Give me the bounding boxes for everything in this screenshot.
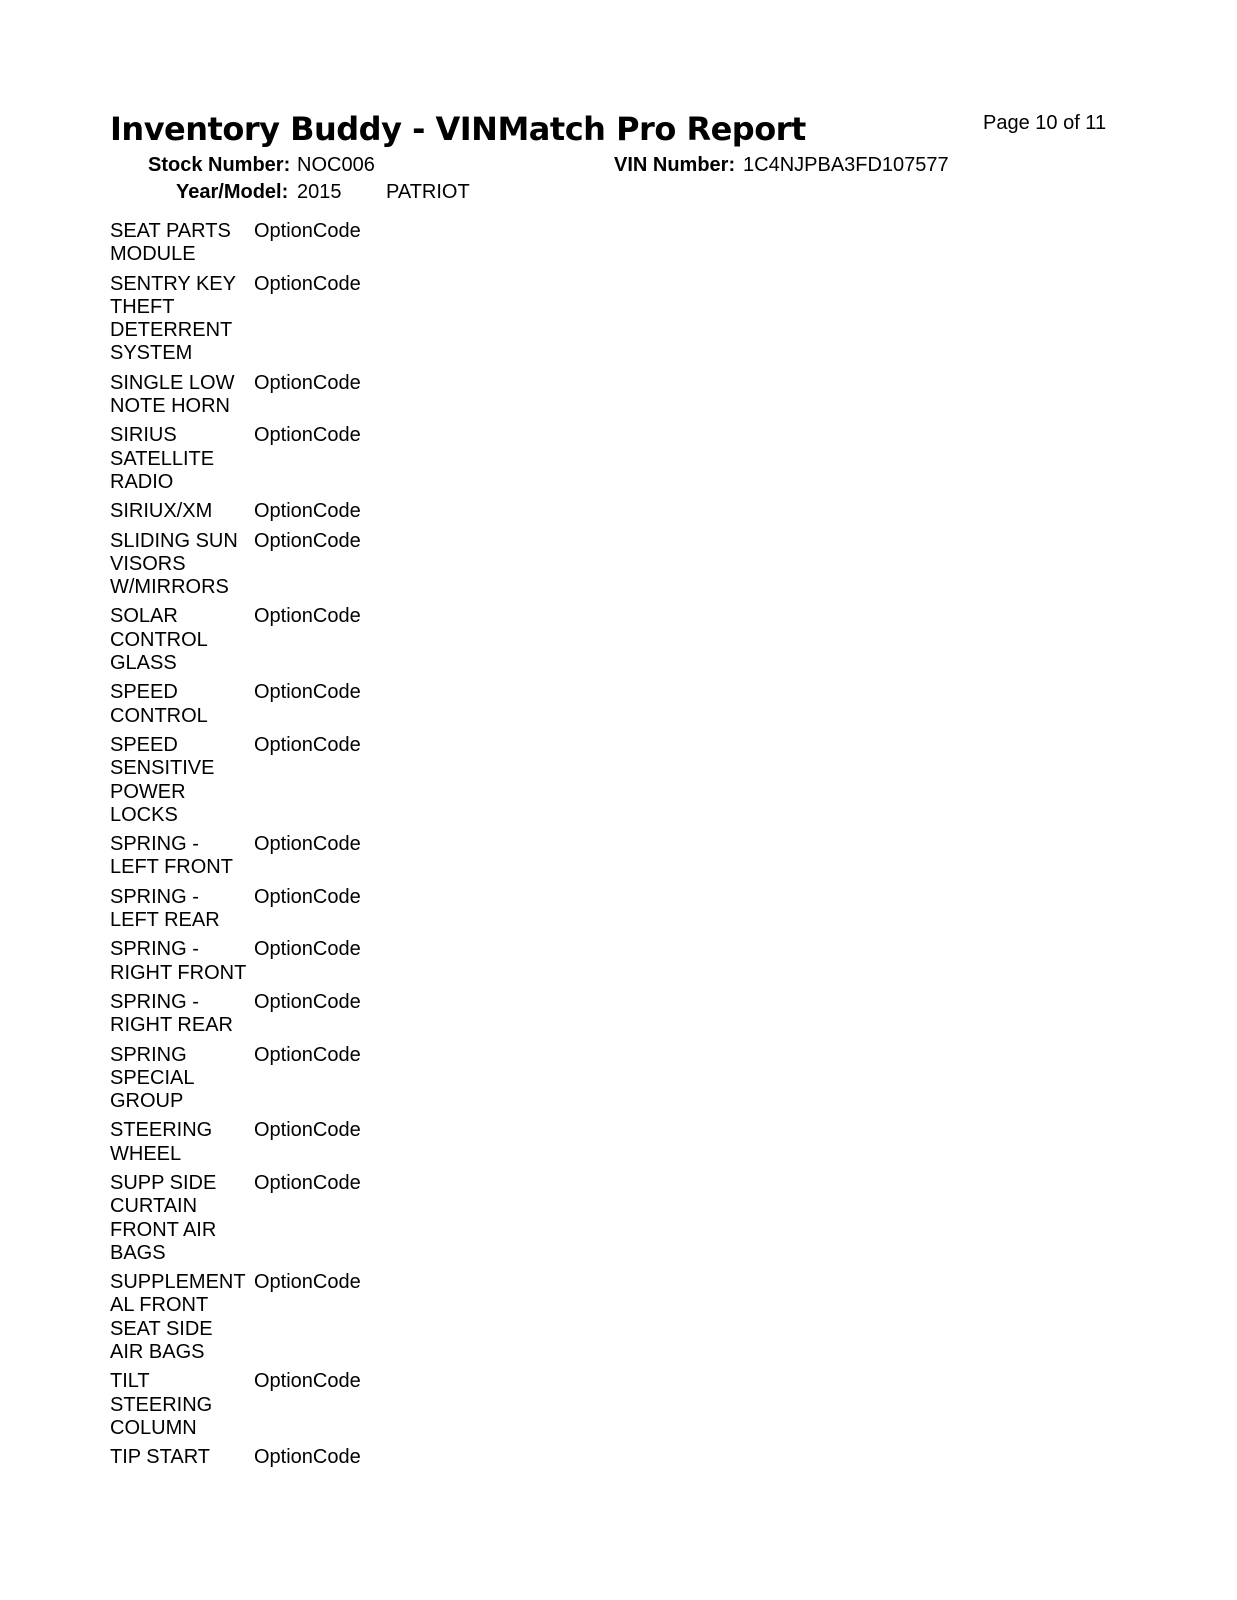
option-name: SPEED SENSITIVE POWER LOCKS [110, 733, 215, 826]
vin-number-value: 1C4NJPBA3FD107577 [743, 154, 949, 176]
option-code: OptionCode [254, 990, 361, 1013]
report-title: Inventory Buddy - VINMatch Pro Report [110, 110, 806, 148]
option-code: OptionCode [254, 833, 361, 856]
option-code: OptionCode [254, 1043, 361, 1066]
option-code: OptionCode [254, 681, 361, 704]
option-name: SUPP SIDE CURTAIN FRONT AIR BAGS [110, 1171, 217, 1264]
option-row [110, 530, 510, 600]
year-value: 2015 [297, 181, 342, 203]
option-name: SENTRY KEY THEFT DETERRENT SYSTEM [110, 272, 236, 365]
year-model-label: Year/Model: [176, 181, 289, 203]
option-code: OptionCode [254, 1271, 361, 1294]
option-row [110, 1172, 510, 1265]
option-name: TILT STEERING COLUMN [110, 1370, 213, 1439]
option-name: SPEED CONTROL [110, 681, 208, 727]
option-row [110, 886, 510, 933]
option-code: OptionCode [254, 529, 361, 552]
option-row [110, 938, 510, 985]
option-code: OptionCode [254, 733, 361, 756]
option-name: SPRING - LEFT REAR [110, 885, 220, 932]
option-code: OptionCode [254, 500, 361, 523]
option-row [110, 605, 510, 675]
option-code: OptionCode [254, 371, 361, 394]
option-code: OptionCode [254, 1171, 361, 1194]
option-name: SPRING - LEFT FRONT [110, 833, 233, 879]
option-code: OptionCode [254, 1370, 361, 1393]
option-code: OptionCode [254, 938, 361, 961]
stock-number-value: NOC006 [297, 154, 375, 176]
option-code: OptionCode [254, 220, 361, 242]
option-name: SIRIUX/XM [110, 500, 213, 523]
option-row [110, 500, 510, 523]
option-code: OptionCode [254, 1119, 361, 1142]
option-name: SIRIUS SATELLITE RADIO [110, 424, 215, 493]
option-row [110, 1446, 510, 1469]
option-name: SUPPLEMENT AL FRONT SEAT SIDE AIR BAGS [110, 1271, 246, 1364]
option-row [110, 1119, 510, 1166]
option-row [110, 220, 510, 267]
option-code: OptionCode [254, 272, 361, 295]
option-name: SOLAR CONTROL GLASS [110, 605, 208, 675]
option-row [110, 833, 510, 880]
option-row [110, 734, 510, 827]
option-code: OptionCode [254, 424, 361, 447]
stock-number-label: Stock Number: [148, 154, 291, 176]
option-name: SPRING SPECIAL GROUP [110, 1043, 195, 1113]
option-row [110, 1370, 510, 1440]
vin-number-label: VIN Number: [614, 154, 736, 176]
option-name: SEAT PARTS MODULE [110, 220, 231, 266]
option-row [110, 372, 510, 419]
option-code: OptionCode [254, 605, 361, 628]
option-row [110, 1271, 510, 1364]
option-name: SINGLE LOW NOTE HORN [110, 371, 235, 418]
option-code: OptionCode [254, 1446, 361, 1469]
option-row [110, 1044, 510, 1114]
options-list [110, 220, 510, 1476]
option-row [110, 273, 510, 366]
option-name: SLIDING SUN VISORS W/MIRRORS [110, 529, 238, 599]
page-number: Page 10 of 11 [983, 112, 1107, 134]
model-value: PATRIOT [386, 181, 470, 203]
option-name: TIP START [110, 1446, 211, 1469]
option-row [110, 424, 510, 494]
option-name: SPRING - RIGHT FRONT [110, 938, 247, 984]
option-code: OptionCode [254, 885, 361, 908]
option-name: SPRING - RIGHT REAR [110, 990, 233, 1037]
option-row [110, 991, 510, 1038]
option-row [110, 681, 510, 728]
option-name: STEERING WHEEL [110, 1119, 213, 1165]
